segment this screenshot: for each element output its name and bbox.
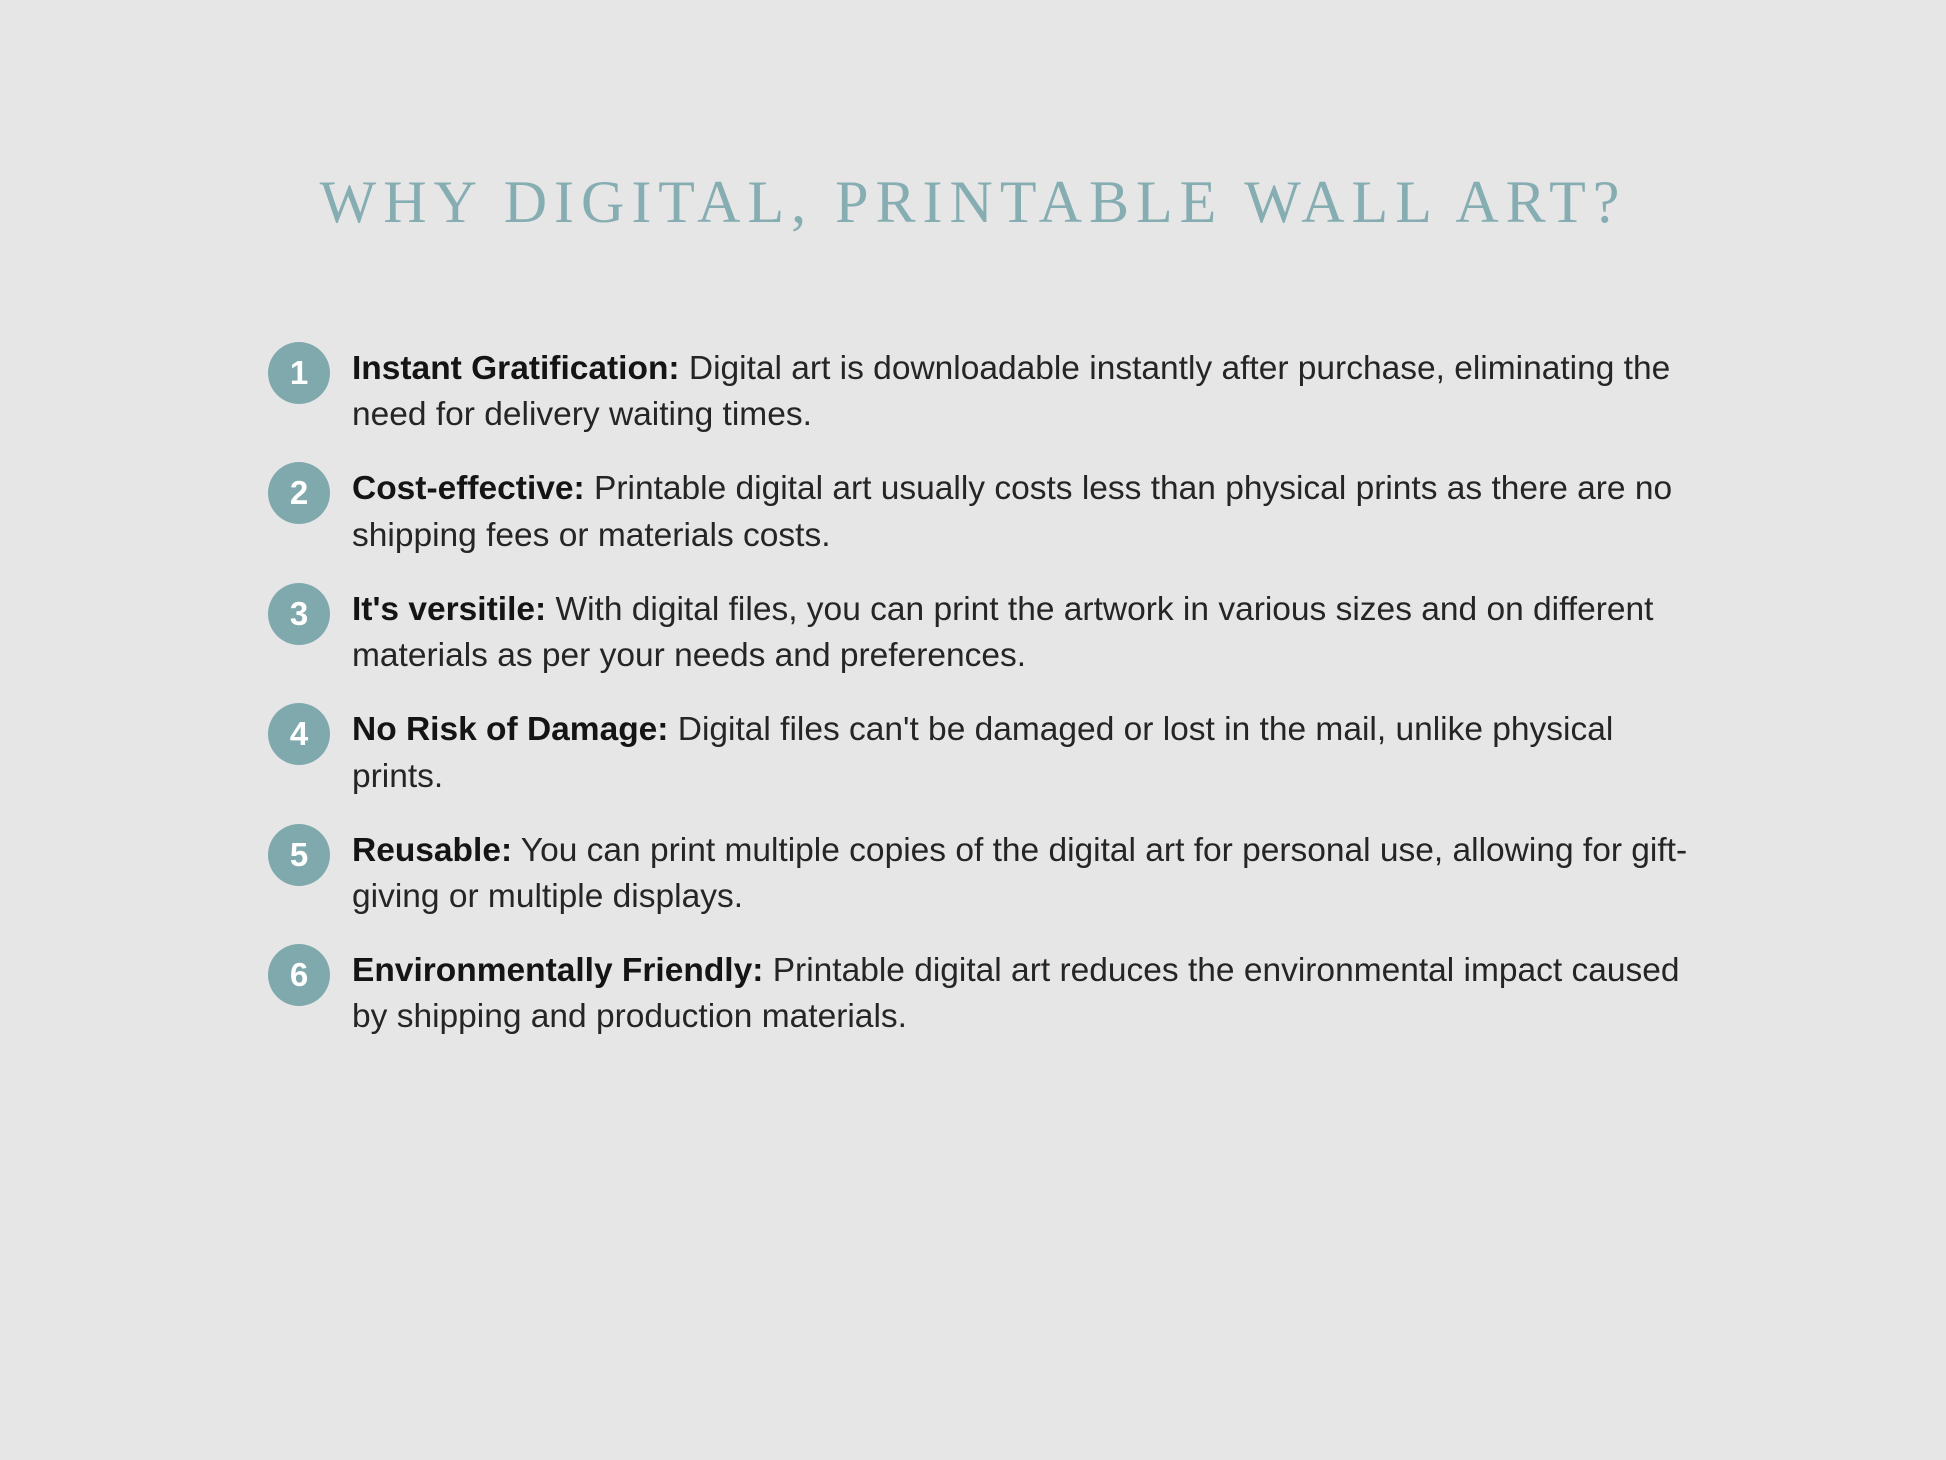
list-item-body: Digital files can't be damaged or lost in the mail, unlike physical prints. [352,711,1614,795]
list-item-number-badge: 3 [268,583,330,645]
list-item-body: Printable digital art reduces the environmental impact caused by shipping and production materials. [352,952,1680,1036]
list-item [268,701,1688,799]
list-item-lead: No Risk of Damage: [352,711,669,749]
list-item-body: Digital art is downloadable instantly after purchase, eliminating the need for delivery waiting times. [352,350,1671,434]
list-item-lead: Environmentally Friendly: [352,952,764,990]
list-item-number-badge: 1 [268,342,330,404]
list-item-body: Printable digital art usually costs less than physical prints as there are no shipping fees or materials costs. [352,470,1673,554]
list-item-lead: Reusable: [352,831,513,869]
list-item [268,942,1688,1040]
list-item-body: You can print multiple copies of the digital art for personal use, allowing for gift-giving or multiple displays. [352,831,1688,915]
list-item [268,340,1688,438]
list-item-lead: Instant Gratification: [352,350,680,387]
list-item-text [352,822,1688,920]
list-item-number-badge: 5 [268,824,330,886]
list-item-text [352,701,1688,799]
list-item-text [352,942,1688,1040]
list-item [268,581,1688,679]
list-item-text [352,460,1688,558]
page-title: WHY DIGITAL, PRINTABLE WALL ART? [319,169,1627,235]
list-item-number-badge: 4 [268,703,330,765]
list-item [268,460,1688,558]
list-item-lead: It's versitile: [352,590,547,628]
benefits-list [268,340,1688,1063]
list-item-text [352,340,1688,438]
list-item-body: With digital files, you can print the artwork in various sizes and on different materials as per your needs and preferences. [352,590,1654,675]
list-item-text [352,581,1688,679]
list-item [268,822,1688,920]
list-item-number-badge: 6 [268,944,330,1006]
list-item-number-badge: 2 [268,462,330,524]
list-item-lead: Cost-effective: [352,470,585,508]
